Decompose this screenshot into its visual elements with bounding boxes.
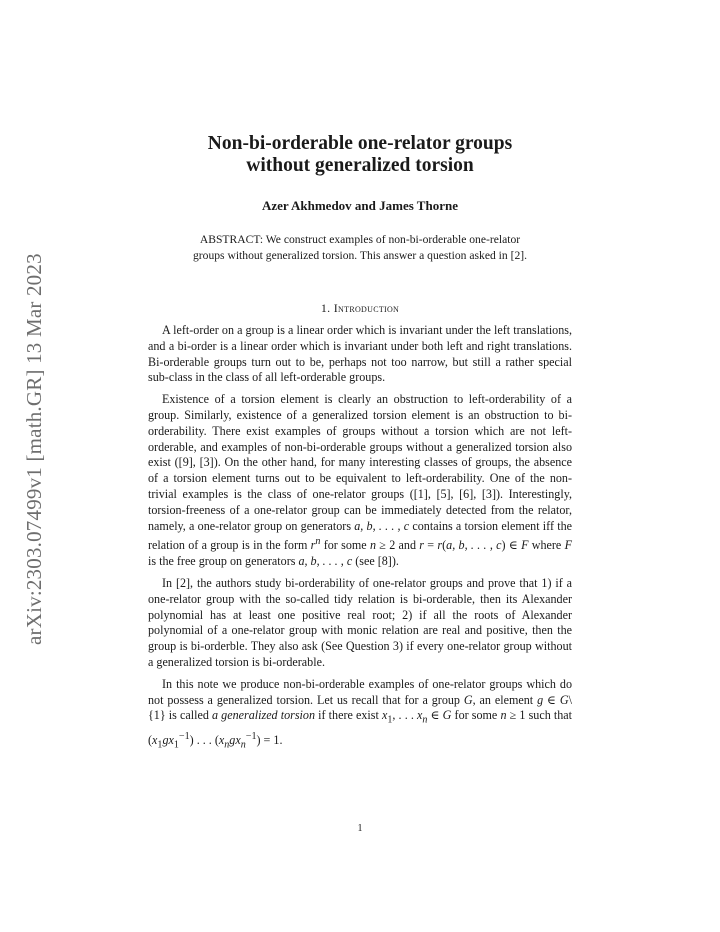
- section-title: Introduction: [333, 301, 400, 315]
- paragraph-4: In this note we produce non-bi-orderable examples of one-relator groups which do not possess a generalized torsion. Let us recall that for a group G, an element g ∈ G\{1} is called a generalized torsion if there exist $x_1$, . . . $x_n$ ∈ G for some n ≥ 1 such that $(x_1gx_1^{-1})$ . . . $(x_ngx_n^{-1}) = 1$.: [148, 676, 573, 750]
- title-line-2: without generalized torsion: [246, 155, 474, 176]
- paragraph-3: In [2], the authors study bi-orderability of one-relator groups and prove that 1) if a one-relator group with the so-called tidy relation is bi-orderable, then its Alexander polynomial has at least one positive real root; 2) if all the roots of Alexander polynomial of a one-relator group with monic relation are real and positive, then the group is bi-orderble. They also ask (See Question 3) if every one-relator group without a generalized torsion is bi-orderable.: [148, 575, 572, 669]
- paper-authors: Azer Akhmedov and James Thorne: [262, 198, 458, 213]
- arxiv-identifier-text: arXiv:2303.07499v1 [math.GR] 13 Mar 2023: [22, 253, 46, 645]
- paper-title: [150, 133, 570, 177]
- abstract-line-1: ABSTRACT: We construct examples of non-bi-orderable one-relator: [199, 233, 521, 246]
- abstract: [152, 232, 568, 264]
- title-line-1: Non-bi-orderable one-relator groups: [207, 133, 513, 154]
- abstract-line-2: groups without generalized torsion. This answer a question asked in [2].: [193, 249, 527, 262]
- arxiv-identifier-stamp: [14, 205, 54, 645]
- section-heading: [150, 301, 570, 316]
- page-number: 1: [357, 823, 363, 834]
- body-text: [148, 323, 572, 759]
- section-number: 1.: [320, 301, 331, 315]
- paragraph-2: Existence of a torsion element is clearly an obstruction to left-orderability of a group. Similarly, existence of a generalized torsion element is an obstruction to bi-orderability. There exist examples of groups without a torsion which are not left-orderable, and examples of non-bi-orderable groups without a generalized torsion also exist ([9], [3]). On the other hand, for many interesting classes of groups, the absence of a torsion element turns out to be equivalent to left-orderability. One of the non-trivial examples is the class of one-relator groups ([1], [5], [6], [3]). Interestingly, torsion-freeness of a one-relator group can be immediately detected from the relator, namely, a one-relator group on generators a, b, . . . , c contains a torsion element iff the relation of a group is in the form $r^n$ for some n ≥ 2 and r = r(a, b, . . . , c) ∈ F where F is the free group on generators a, b, . . . , c (see [8]).: [148, 392, 573, 569]
- paragraph-1: A left-order on a group is a linear order which is invariant under the left translations, and a bi-order is a linear order which is invariant under both left and right translations. Bi-orderable groups turn out to be, perhaps not too narrow, but still a rather special sub-class in the class of all left-orderable groups.: [148, 323, 572, 385]
